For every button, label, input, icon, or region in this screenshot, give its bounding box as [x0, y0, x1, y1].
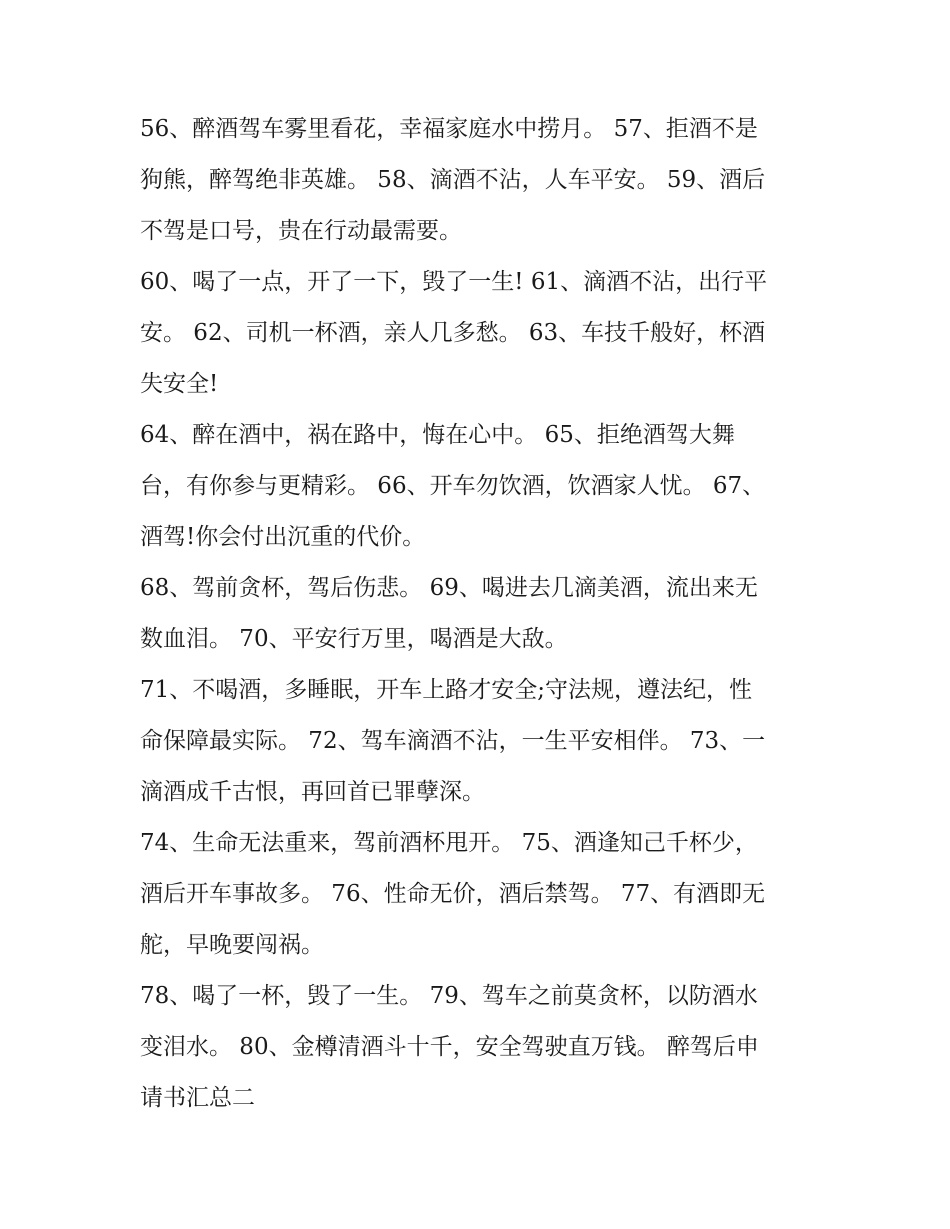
paragraph-78-80	[140, 971, 805, 1124]
text-line: 74、生命无法重来，驾前酒杯甩开。 75、酒逢知己千杯少，	[140, 830, 758, 856]
text-line: 请书汇总二	[140, 1085, 255, 1111]
document-body	[140, 104, 805, 1124]
text-line: 酒后开车事故多。 76、性命无价，酒后禁驾。 77、有酒即无	[140, 881, 766, 907]
text-line: 68、驾前贪杯，驾后伤悲。 69、喝进去几滴美酒，流出来无	[140, 575, 758, 601]
paragraph-60-63	[140, 257, 805, 410]
text-line: 不驾是口号，贵在行动最需要。	[140, 218, 462, 244]
paragraph-74-77	[140, 818, 805, 971]
text-line: 56、醉酒驾车雾里看花，幸福家庭水中捞月。 57、拒酒不是	[140, 116, 758, 142]
text-line: 命保障最实际。 72、驾车滴酒不沾，一生平安相伴。 73、一	[140, 728, 766, 754]
paragraph-64-67	[140, 410, 805, 563]
text-line: 失安全!	[140, 371, 219, 397]
text-line: 64、醉在酒中，祸在路中，悔在心中。 65、拒绝酒驾大舞	[140, 422, 735, 448]
text-line: 71、不喝酒，多睡眠，开车上路才安全;守法规，遵法纪，性	[140, 677, 753, 703]
text-line: 安。 62、司机一杯酒，亲人几多愁。 63、车技千般好，杯酒	[140, 320, 766, 346]
text-line: 狗熊，醉驾绝非英雄。 58、滴酒不沾，人车平安。 59、酒后	[140, 167, 766, 193]
paragraph-56-59	[140, 104, 805, 257]
text-line: 舵，早晚要闯祸。	[140, 932, 324, 958]
text-line: 滴酒成千古恨，再回首已罪孽深。	[140, 779, 485, 805]
paragraph-71-73	[140, 665, 805, 818]
text-line: 变泪水。 80、金樽清酒斗十千，安全驾驶直万钱。 醉驾后申	[140, 1034, 759, 1060]
text-line: 数血泪。 70、平安行万里，喝酒是大敌。	[140, 626, 568, 652]
text-line: 60、喝了一点，开了一下，毁了一生! 61、滴酒不沾，出行平	[140, 269, 768, 295]
text-line: 台，有你参与更精彩。 66、开车勿饮酒，饮酒家人忧。 67、	[140, 473, 766, 499]
text-line: 78、喝了一杯，毁了一生。 79、驾车之前莫贪杯，以防酒水	[140, 983, 758, 1009]
text-line: 酒驾!你会付出沉重的代价。	[140, 524, 426, 550]
paragraph-68-70	[140, 563, 805, 665]
